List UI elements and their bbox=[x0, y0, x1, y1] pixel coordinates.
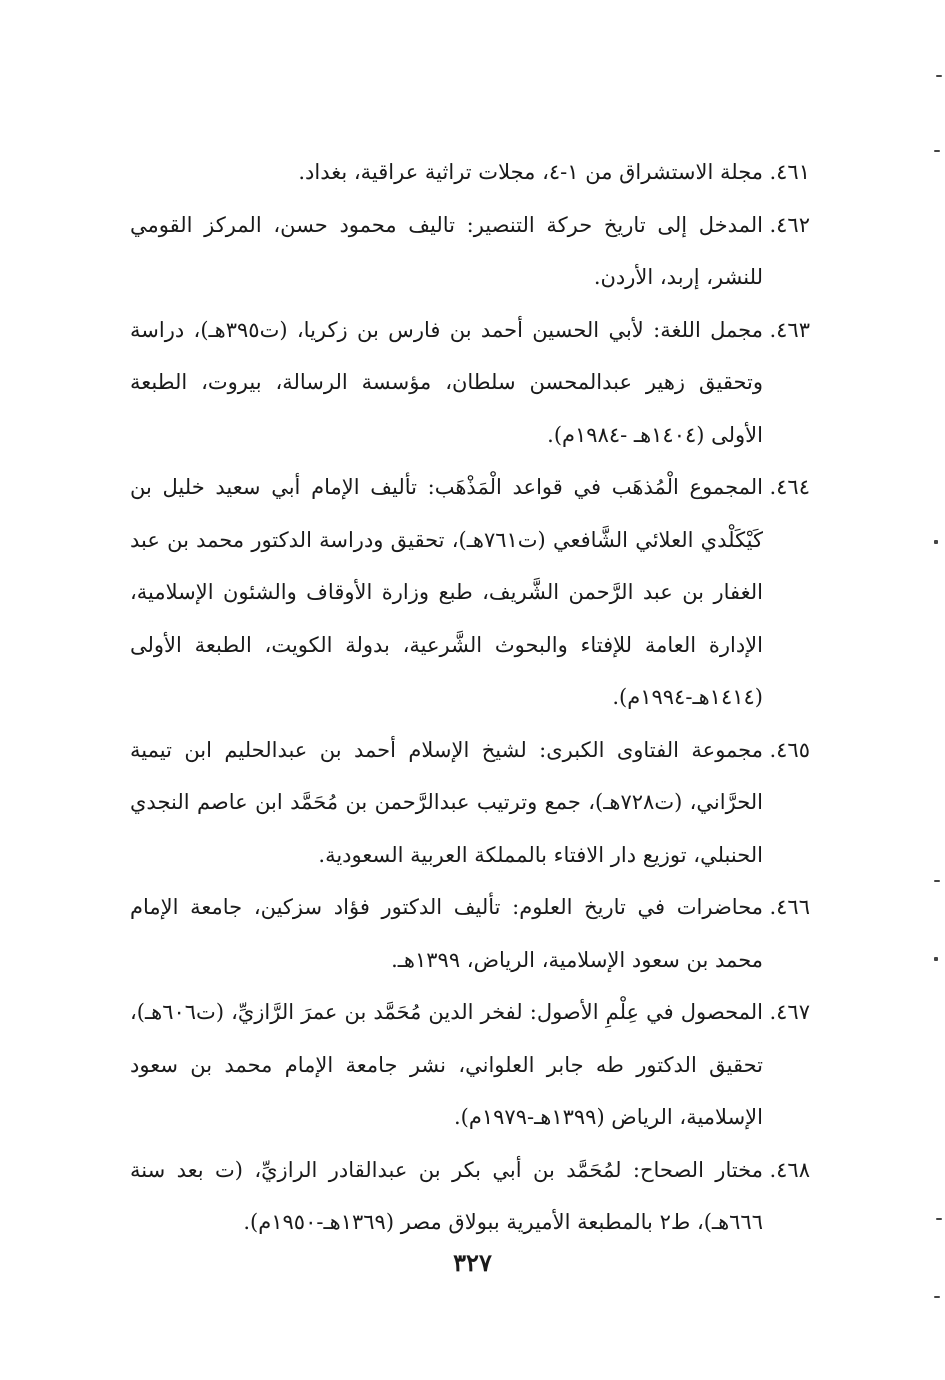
reference-item bbox=[130, 986, 810, 1144]
reference-number: ٤٦٣. bbox=[769, 317, 810, 342]
scan-edge-mark bbox=[936, 1218, 942, 1220]
reference-text: المحصول في عِلْمِ الأصول: لفخر الدين مُحَمَّد بن عمرَ الرَّازيِّ، (ت٦٠٦هـ)، تحقيق الدكتور طه جابر العلواني، نشر جامعة الإمام محمد بن سعود الإسلامية، الرياض (١٣٩٩هـ-١٩٧٩م). bbox=[130, 1000, 763, 1129]
reference-item bbox=[130, 304, 810, 462]
scan-edge-mark bbox=[934, 957, 938, 961]
scan-edge-mark bbox=[934, 540, 938, 544]
reference-text: مجمل اللغة: لأبي الحسين أحمد بن فارس بن زكريا، (ت٣٩٥هـ)، دراسة وتحقيق زهير عبدالمحسن سلطان، مؤسسة الرسالة، بيروت، الطبعة الأولى (١٤٠٤هـ -١٩٨٤م). bbox=[130, 317, 763, 447]
scan-edge-mark bbox=[934, 1296, 940, 1298]
reference-number: ٤٦١. bbox=[769, 160, 810, 184]
reference-number: ٤٦٨. bbox=[769, 1157, 810, 1182]
reference-text: محاضرات في تاريخ العلوم: تأليف الدكتور فؤاد سزكين، جامعة الإمام محمد بن سعود الإسلامية، الرياض، ١٣٩٩هـ. bbox=[130, 895, 763, 972]
reference-list bbox=[130, 146, 810, 1249]
reference-text: مجموعة الفتاوى الكبرى: لشيخ الإسلام أحمد بن عبدالحليم ابن تيمية الحرَّاني، (ت٧٢٨هـ)، جمع وترتيب عبدالرَّحمن بن مُحَمَّد ابن عاصم النجدي الحنبلي، توزيع دار الافتاء بالمملكة العربية السعودية. bbox=[130, 737, 763, 867]
reference-text: مجلة الاستشراق من ١-٤، مجلات تراثية عراقية، بغداد. bbox=[298, 160, 763, 184]
reference-number: ٤٦٧. bbox=[769, 1000, 810, 1024]
reference-text: مختار الصحاح: لمُحَمَّد بن أبي بكر بن عبدالقادر الرازيِّ، (ت بعد سنة ٦٦٦هـ)، ط٢ بالمطبعة الأميرية ببولاق مصر (١٣٦٩هـ-١٩٥٠م). bbox=[130, 1157, 763, 1234]
reference-item bbox=[130, 199, 810, 304]
scan-edge-mark bbox=[934, 150, 940, 152]
reference-item bbox=[130, 146, 810, 199]
reference-item bbox=[130, 724, 810, 882]
page-number: ٣٢٧ bbox=[453, 1248, 492, 1277]
reference-number: ٤٦٥. bbox=[769, 737, 810, 762]
reference-item bbox=[130, 1144, 810, 1249]
reference-number: ٤٦٢. bbox=[769, 212, 810, 237]
scan-edge-mark bbox=[934, 880, 940, 882]
reference-number: ٤٦٤. bbox=[769, 475, 810, 499]
reference-item bbox=[130, 461, 810, 724]
scan-edge-mark bbox=[936, 75, 942, 77]
reference-item bbox=[130, 881, 810, 986]
reference-number: ٤٦٦. bbox=[769, 895, 810, 919]
reference-text: المدخل إلى تاريخ حركة التنصير: تاليف محمود حسن، المركز القومي للنشر، إربد، الأردن. bbox=[130, 212, 763, 289]
reference-text: المجموع الْمُذهَب في قواعد الْمَذْهَب: تأليف الإمام أبي سعيد خليل بن كَيْكَلْدي العلائي الشَّافعي (ت٧٦١هـ)، تحقيق ودراسة الدكتور محمد بن عبد الغفار بن عبد الرَّحمن الشَّريف، طبع وزارة الأوقاف والشئون الإسلامية، الإدارة العامة للإفتاء والبحوث الشَّرعية، بدولة الكويت، الطبعة الأولى (١٤١٤هـ-١٩٩٤م). bbox=[130, 475, 763, 709]
